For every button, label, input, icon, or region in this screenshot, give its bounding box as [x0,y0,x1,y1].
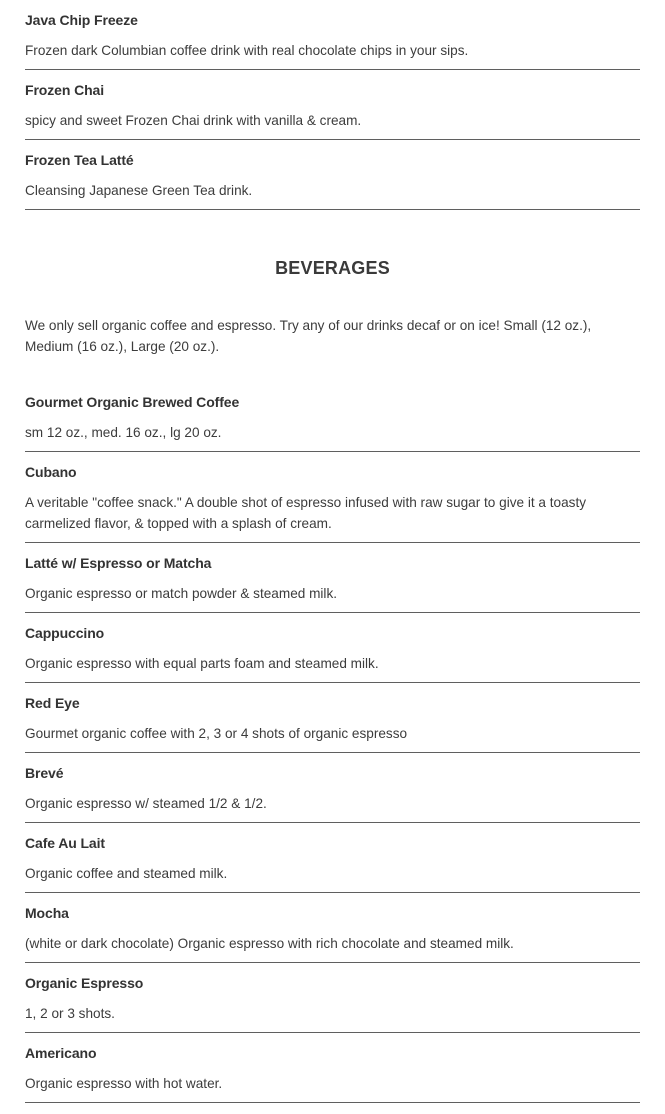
menu-item-description: spicy and sweet Frozen Chai drink with vanilla & cream. [25,113,362,128]
menu-item [25,70,640,140]
menu-item-name: Frozen Tea Latté [25,152,134,168]
menu-item-description: 1, 2 or 3 shots. [25,1006,115,1021]
menu-item-description: (white or dark chocolate) Organic espresso with rich chocolate and steamed milk. [25,936,514,951]
menu-item [25,683,640,753]
menu-item [25,963,640,1033]
menu-item-description: A veritable "coffee snack." A double shot of espresso infused with raw sugar to give it a toasty carmelized flavor, & topped with a splash of cream. [25,495,587,531]
menu-item [25,140,640,210]
menu-item-description: Organic espresso with hot water. [25,1076,223,1091]
menu-item-name: Java Chip Freeze [25,12,138,28]
menu-item-name: Frozen Chai [25,82,105,98]
menu-item [25,382,640,452]
menu-item-name: Latté w/ Espresso or Matcha [25,555,212,571]
menu-item [25,823,640,893]
menu-item-name: Cappuccino [25,625,105,641]
menu-item-name: Brevé [25,765,64,781]
menu-item-description: Organic espresso with equal parts foam and steamed milk. [25,656,379,671]
menu-item-description: Gourmet organic coffee with 2, 3 or 4 shots of organic espresso [25,726,408,741]
section-title: BEVERAGES [275,258,390,278]
menu-item-name: Gourmet Organic Brewed Coffee [25,394,240,410]
menu-item-description: Organic espresso or match powder & steamed milk. [25,586,338,601]
menu-item-description: Organic espresso w/ steamed 1/2 & 1/2. [25,796,267,811]
menu-item [25,753,640,823]
section-intro: We only sell organic coffee and espresso. Try any of our drinks decaf or on ice! Small (12 oz.), Medium (16 oz.), Large (20 oz.). [25,318,592,354]
menu-item-description: Organic coffee and steamed milk. [25,866,228,881]
menu-item-description: Cleansing Japanese Green Tea drink. [25,183,253,198]
frozen-menu-list [25,0,640,210]
menu-item [25,0,640,70]
menu-item [25,613,640,683]
menu-item [25,893,640,963]
menu-item-name: Americano [25,1045,97,1061]
menu-item-name: Cafe Au Lait [25,835,105,851]
beverages-menu-list [25,382,640,1103]
menu-item [25,543,640,613]
menu-item-name: Red Eye [25,695,80,711]
menu-item-description: sm 12 oz., med. 16 oz., lg 20 oz. [25,425,222,440]
menu-item-description: Frozen dark Columbian coffee drink with real chocolate chips in your sips. [25,43,469,58]
menu-item [25,1033,640,1103]
menu-item-name: Mocha [25,905,69,921]
menu-item-name: Cubano [25,464,77,480]
menu-item-name: Organic Espresso [25,975,144,991]
menu-item [25,452,640,543]
